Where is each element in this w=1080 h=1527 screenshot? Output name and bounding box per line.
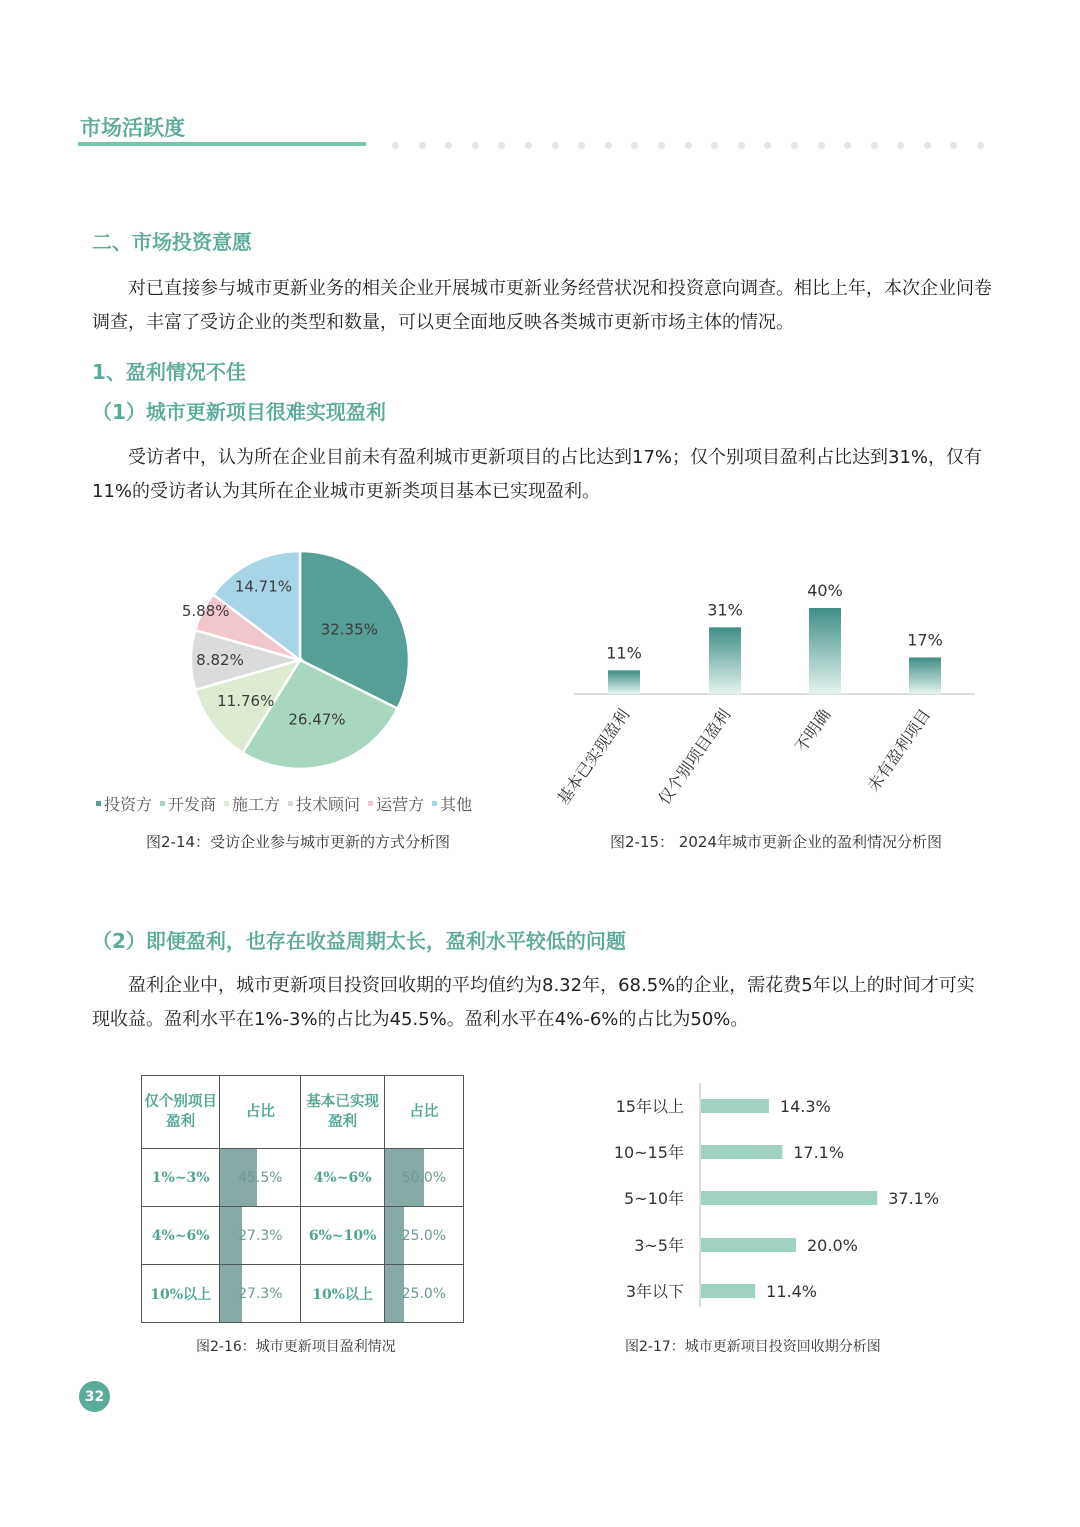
pie-caption: 图2-14：受访企业参与城市更新的方式分析图: [146, 833, 451, 851]
header-dot: [552, 142, 559, 149]
payback-text: 盈利企业中，城市更新项目投资回收期的平均值约为8.32年，68.5%的企业，需花费5年以上的时间才可实现收益。盈利水平在1%-3%的占比为45.5%。盈利水平在4%-6%的占比为50%。: [92, 975, 975, 1030]
heading-long-payback: （2）即便盈利，也存在收益周期太长，盈利水平较低的问题: [92, 929, 626, 953]
hbar-3~5年: [701, 1238, 796, 1252]
bar-value-label: 40%: [807, 581, 843, 600]
table-header: 基本已实现盈利: [301, 1076, 384, 1149]
payback-bar-chart: [590, 1075, 980, 1315]
legend-item: [224, 792, 280, 815]
profit-bar-chart: [530, 570, 990, 820]
table-cell: 10%以上: [142, 1265, 220, 1323]
pie-legend: [96, 792, 472, 815]
table-header: 占比: [384, 1076, 463, 1149]
header-dot: [631, 142, 638, 149]
bar-基本已实现盈利: [608, 670, 640, 694]
hbar-value-label: 37.1%: [888, 1189, 940, 1208]
table-cell: 10%以上: [301, 1265, 384, 1323]
section-title: 市场活跃度: [80, 116, 185, 140]
table-row: [142, 1265, 464, 1323]
legend-item: [96, 792, 152, 815]
bar-value-label: 31%: [707, 600, 743, 620]
hbar-caption: 图2-17：城市更新项目投资回收期分析图: [625, 1339, 881, 1355]
table-cell-share: 50.0%: [384, 1149, 463, 1207]
header-dot: [871, 142, 878, 149]
legend-swatch: [224, 801, 229, 806]
header-dot: [738, 142, 745, 149]
pie-label: 8.82%: [196, 651, 244, 670]
table-cell: 4%~6%: [301, 1149, 384, 1207]
pie-label: 5.88%: [181, 601, 230, 620]
table-cell-share: 45.5%: [220, 1149, 301, 1207]
table-caption: 图2-16：城市更新项目盈利情况: [196, 1339, 396, 1355]
bar-仅个别项目盈利: [709, 627, 741, 694]
heading-market-investment: 二、市场投资意愿: [92, 230, 252, 254]
bar-category-label: 基本已实现盈利: [553, 705, 634, 809]
payback-paragraph: [92, 969, 992, 1037]
header-dot: [764, 142, 771, 149]
hbar-value-label: 20.0%: [807, 1236, 858, 1255]
bar-category-label: 仅个别项目盈利: [654, 705, 735, 809]
header-dot: [711, 142, 718, 149]
page-number: 32: [79, 1381, 110, 1412]
legend-label: 其他: [440, 795, 473, 814]
hbar-value-label: 14.3%: [779, 1097, 831, 1116]
hbar-value-label: 17.1%: [793, 1143, 845, 1162]
intro-paragraph: [92, 272, 992, 340]
header-dot: [844, 142, 851, 149]
hbar-category-label: 5~10年: [624, 1189, 684, 1208]
bar-category-label: 未有盈利项目: [863, 705, 935, 795]
header-dot: [658, 142, 665, 149]
table-row: [142, 1149, 464, 1207]
heading-hard-to-profit: （1）城市更新项目很难实现盈利: [92, 400, 386, 424]
profit-table: [141, 1075, 464, 1323]
header-dot: [977, 142, 984, 149]
legend-label: 投资方: [104, 795, 153, 814]
header-dot: [392, 142, 399, 149]
bar-value-label: 17%: [907, 630, 943, 650]
title-underline: [78, 142, 366, 146]
legend-item: [368, 792, 424, 815]
legend-label: 技术顾问: [296, 795, 361, 814]
header-dots: [392, 142, 984, 149]
legend-swatch: [368, 801, 373, 806]
profit-text: 受访者中，认为所在企业目前未有盈利城市更新项目的占比达到17%；仅个别项目盈利占比达到31%，仅有11%的受访者认为其所在企业城市更新类项目基本已实现盈利。: [92, 447, 983, 502]
legend-item: [288, 792, 360, 815]
hbar-category-label: 10~15年: [613, 1143, 684, 1162]
table-cell: 6%~10%: [301, 1207, 384, 1265]
header-dot: [472, 142, 479, 149]
pie-label: 32.35%: [320, 620, 378, 639]
header-dot: [818, 142, 825, 149]
table-cell-share: 27.3%: [220, 1265, 301, 1323]
table-header: 仅个别项目盈利: [142, 1076, 220, 1149]
heading-profit-poor: 1、盈利情况不佳: [92, 360, 246, 384]
legend-label: 运营方: [376, 795, 425, 814]
pie-label: 11.76%: [217, 691, 275, 710]
hbar-5~10年: [701, 1191, 877, 1205]
pie-label: 14.71%: [234, 577, 293, 596]
table-cell: 1%~3%: [142, 1149, 220, 1207]
profit-paragraph: [92, 441, 992, 509]
legend-label: 开发商: [168, 795, 217, 814]
legend-swatch: [160, 801, 165, 806]
hbar-15年以上: [701, 1099, 769, 1113]
table-cell-share: 25.0%: [384, 1207, 463, 1265]
legend-item: [160, 792, 216, 815]
table-cell: 4%~6%: [142, 1207, 220, 1265]
bar-caption: 图2-15： 2024年城市更新企业的盈利情况分析图: [610, 833, 942, 851]
header-dot: [605, 142, 612, 149]
hbar-value-label: 11.4%: [766, 1282, 817, 1301]
header-dot: [419, 142, 426, 149]
header-dot: [498, 142, 505, 149]
hbar-category-label: 3~5年: [634, 1236, 684, 1255]
pie-chart: [140, 540, 430, 785]
bar-未有盈利项目: [909, 657, 941, 694]
hbar-3年以下: [701, 1284, 755, 1298]
hbar-category-label: 3年以下: [625, 1282, 684, 1301]
legend-swatch: [96, 801, 101, 806]
intro-text: 对已直接参与城市更新业务的相关企业开展城市更新业务经营状况和投资意向调查。相比上年，本次企业问卷调查，丰富了受访企业的类型和数量，可以更全面地反映各类城市更新市场主体的情况。: [92, 278, 992, 333]
pie-label: 26.47%: [288, 710, 346, 729]
header-dot: [950, 142, 957, 149]
header-dot: [685, 142, 692, 149]
hbar-10~15年: [701, 1145, 782, 1159]
table-header: 占比: [220, 1076, 301, 1149]
bar-category-label: 不明确: [791, 705, 835, 756]
header-dot: [924, 142, 931, 149]
bar-不明确: [809, 608, 841, 694]
hbar-category-label: 15年以上: [615, 1097, 684, 1116]
header-dot: [525, 142, 532, 149]
table-cell-share: 27.3%: [220, 1207, 301, 1265]
legend-swatch: [432, 801, 437, 806]
table-row: [142, 1207, 464, 1265]
header-dot: [578, 142, 585, 149]
header-dot: [445, 142, 452, 149]
legend-item: [432, 792, 472, 815]
bar-value-label: 11%: [606, 643, 642, 663]
legend-label: 施工方: [232, 795, 281, 814]
header-dot: [791, 142, 798, 149]
table-cell-share: 25.0%: [384, 1265, 463, 1323]
header-dot: [897, 142, 904, 149]
legend-swatch: [288, 801, 293, 806]
